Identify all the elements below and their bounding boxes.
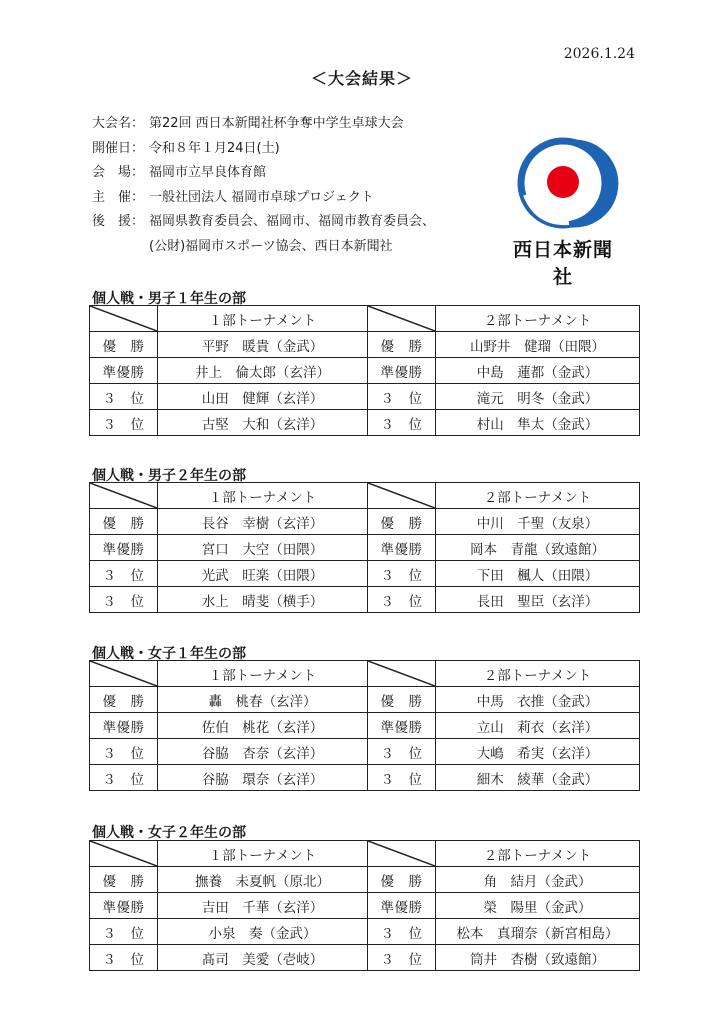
table-row	[90, 945, 640, 971]
info-row-organizer	[92, 186, 435, 211]
header-division-2: ２部トーナメント	[436, 841, 640, 867]
header-division-2: ２部トーナメント	[436, 306, 640, 332]
rank-cell: 優 勝	[90, 332, 158, 358]
logo-mark-icon	[507, 135, 619, 231]
table-header-row	[90, 661, 640, 687]
info-label: 大会名：	[92, 116, 145, 131]
section-title: 個人戦・男子１年生の部	[92, 291, 246, 307]
results-table	[89, 305, 640, 436]
table-row	[90, 765, 640, 791]
player-cell: 中川 千聖（友泉）	[436, 509, 640, 535]
header-corner	[90, 661, 158, 687]
rank-cell: 優 勝	[90, 867, 158, 893]
table-header-row	[90, 841, 640, 867]
player-cell: 大嶋 希実（玄洋）	[436, 739, 640, 765]
player-cell: 轟 桃春（玄洋）	[158, 687, 368, 713]
rank-cell: ３ 位	[368, 945, 436, 971]
results-table	[89, 482, 640, 613]
section-title: 個人戦・男子２年生の部	[92, 468, 246, 484]
table-row	[90, 919, 640, 945]
info-value: 福岡県教育委員会、福岡市、福岡市教育委員会、	[149, 214, 436, 229]
table-row	[90, 332, 640, 358]
header-corner	[90, 306, 158, 332]
info-row-sponsor-cont: (公財)福岡市スポーツ協会、西日本新聞社	[149, 238, 393, 254]
info-row-venue	[92, 161, 435, 186]
player-cell: 平野 暖貴（金武）	[158, 332, 368, 358]
header-corner	[368, 306, 436, 332]
header-corner	[90, 483, 158, 509]
rank-cell: 優 勝	[90, 687, 158, 713]
info-row-sponsor	[92, 210, 435, 235]
rank-cell: 優 勝	[368, 687, 436, 713]
table-row	[90, 535, 640, 561]
player-cell: 谷脇 環奈（玄洋）	[158, 765, 368, 791]
table-row	[90, 587, 640, 613]
rank-cell: 優 勝	[368, 332, 436, 358]
rank-cell: 準優勝	[368, 358, 436, 384]
rank-cell: 準優勝	[368, 535, 436, 561]
player-cell: 佐伯 桃花（玄洋）	[158, 713, 368, 739]
info-label: 会 場：	[92, 165, 145, 180]
info-row-date	[92, 137, 435, 162]
info-label: 主 催：	[92, 189, 145, 205]
section-title: 個人戦・女子１年生の部	[92, 646, 246, 662]
table-header-row	[90, 306, 640, 332]
player-cell: 井上 倫太郎（玄洋）	[158, 358, 368, 384]
header-division-1: １部トーナメント	[158, 483, 368, 509]
results-table	[89, 840, 640, 971]
player-cell: 岡本 青龍（致遠館）	[436, 535, 640, 561]
player-cell: 山野井 健瑠（田隈）	[436, 332, 640, 358]
rank-cell: ３ 位	[368, 739, 436, 765]
rank-cell: ３ 位	[90, 765, 158, 791]
player-cell: 水上 晴斐（横手）	[158, 587, 368, 613]
rank-cell: ３ 位	[90, 739, 158, 765]
player-cell: 山田 健輝（玄洋）	[158, 384, 368, 410]
table-row	[90, 384, 640, 410]
info-value: 一般社団法人 福岡市卓球プロジェクト	[149, 189, 374, 205]
section-title: 個人戦・女子２年生の部	[92, 825, 246, 841]
event-info	[92, 112, 435, 259]
rank-cell: ３ 位	[368, 919, 436, 945]
document-date: 2026.1.24	[563, 46, 635, 62]
player-cell: 長谷 幸樹（玄洋）	[158, 509, 368, 535]
rank-cell: 準優勝	[90, 713, 158, 739]
table-row	[90, 410, 640, 436]
header-corner	[368, 483, 436, 509]
table-row	[90, 687, 640, 713]
player-cell: 吉田 千華（玄洋）	[158, 893, 368, 919]
player-cell: 榮 陽里（金武）	[436, 893, 640, 919]
player-cell: 滝元 明冬（金武）	[436, 384, 640, 410]
rank-cell: ３ 位	[368, 410, 436, 436]
player-cell: 宮口 大空（田隈）	[158, 535, 368, 561]
player-cell: 立山 莉衣（玄洋）	[436, 713, 640, 739]
player-cell: 下田 楓人（田隈）	[436, 561, 640, 587]
header-corner	[368, 841, 436, 867]
info-row-name	[92, 112, 435, 137]
player-cell: 谷脇 杏奈（玄洋）	[158, 739, 368, 765]
table-row	[90, 739, 640, 765]
player-cell: 中馬 衣推（金武）	[436, 687, 640, 713]
header-division-1: １部トーナメント	[158, 841, 368, 867]
player-cell: 撫養 未夏帆（原北）	[158, 867, 368, 893]
table-row	[90, 893, 640, 919]
info-value: 第22回 西日本新聞社杯争奪中学生卓球大会	[149, 116, 404, 131]
rank-cell: 準優勝	[368, 893, 436, 919]
player-cell: 筒井 杏樹（致遠館）	[436, 945, 640, 971]
header-corner	[90, 841, 158, 867]
rank-cell: ３ 位	[90, 945, 158, 971]
rank-cell: 準優勝	[90, 535, 158, 561]
header-division-1: １部トーナメント	[158, 306, 368, 332]
rank-cell: 優 勝	[368, 509, 436, 535]
table-row	[90, 713, 640, 739]
rank-cell: ３ 位	[90, 919, 158, 945]
player-cell: 角 結月（金武）	[436, 867, 640, 893]
player-cell: 小泉 奏（金武）	[158, 919, 368, 945]
player-cell: 村山 隼太（金武）	[436, 410, 640, 436]
header-division-2: ２部トーナメント	[436, 661, 640, 687]
header-corner	[368, 661, 436, 687]
rank-cell: 優 勝	[90, 509, 158, 535]
player-cell: 髙司 美愛（壱岐）	[158, 945, 368, 971]
player-cell: 中島 蓮都（金武）	[436, 358, 640, 384]
player-cell: 松本 真瑠奈（新宮相島）	[436, 919, 640, 945]
info-value: 令和８年１月24日(土)	[149, 140, 280, 156]
results-table	[89, 660, 640, 791]
rank-cell: ３ 位	[90, 410, 158, 436]
rank-cell: ３ 位	[90, 561, 158, 587]
info-label: 開催日：	[92, 140, 145, 156]
header-division-1: １部トーナメント	[158, 661, 368, 687]
player-cell: 細木 綾華（金武）	[436, 765, 640, 791]
rank-cell: ３ 位	[368, 561, 436, 587]
player-cell: 長田 聖臣（玄洋）	[436, 587, 640, 613]
logo-text: 西日本新聞社	[512, 239, 613, 288]
rank-cell: 準優勝	[90, 893, 158, 919]
info-label: 後 援：	[92, 214, 145, 229]
player-cell: 古堅 大和（玄洋）	[158, 410, 368, 436]
header-division-2: ２部トーナメント	[436, 483, 640, 509]
player-cell: 光武 旺楽（田隈）	[158, 561, 368, 587]
table-row	[90, 561, 640, 587]
info-value: 福岡市立早良体育館	[149, 165, 267, 180]
table-header-row	[90, 483, 640, 509]
rank-cell: 準優勝	[90, 358, 158, 384]
rank-cell: ３ 位	[90, 384, 158, 410]
rank-cell: ３ 位	[368, 765, 436, 791]
rank-cell: 優 勝	[368, 867, 436, 893]
nishinippon-logo	[507, 135, 619, 289]
rank-cell: ３ 位	[368, 587, 436, 613]
rank-cell: ３ 位	[90, 587, 158, 613]
table-row	[90, 867, 640, 893]
page-title: ＜大会結果＞	[310, 69, 413, 88]
rank-cell: ３ 位	[368, 384, 436, 410]
table-row	[90, 358, 640, 384]
rank-cell: 準優勝	[368, 713, 436, 739]
table-row	[90, 509, 640, 535]
